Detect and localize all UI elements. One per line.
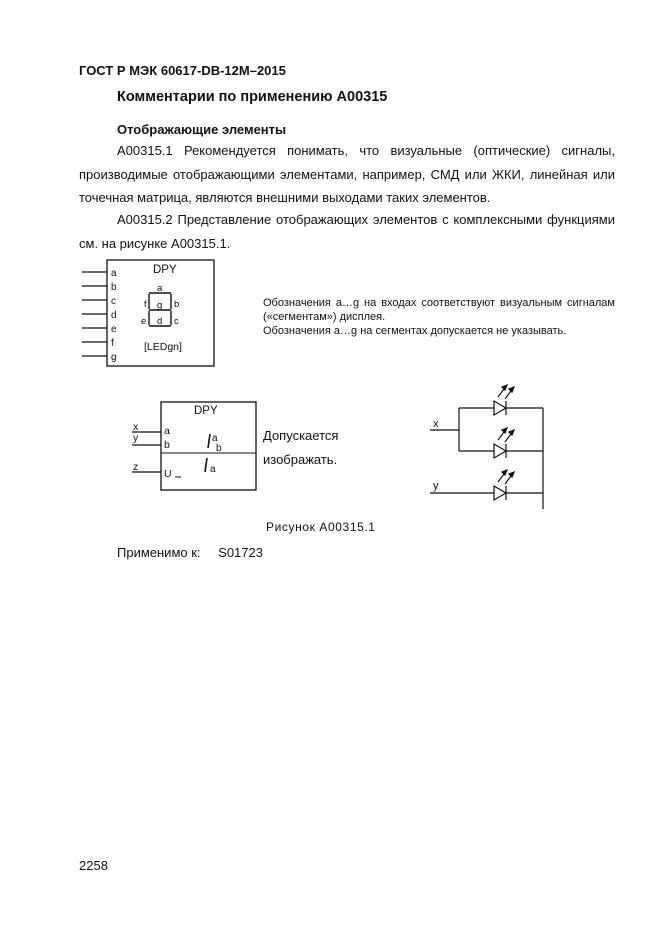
paragraph-a00315-2: А00315.2 Представление отображающих элементов с комплексными функциями см. на рисунке А00315.1. [79, 212, 615, 251]
dpy2-signal-z: z [133, 461, 139, 473]
dpy2-signal-x: x [133, 421, 139, 433]
segment-label-b: b [174, 299, 180, 310]
dpy1-input-g: g [111, 352, 117, 363]
segment-label-a: a [157, 283, 163, 294]
segment-label-g: g [157, 300, 163, 311]
dpy-seven-segment-symbol [80, 258, 220, 370]
dpy1-input-d: d [111, 310, 117, 321]
dpy2-title: DPY [194, 405, 218, 417]
dpy-reduced-symbol [128, 400, 258, 496]
dpy2-input-a: a [164, 425, 170, 437]
dpy2-signal-y: y [133, 432, 139, 444]
dpy2-segment-b: b [216, 443, 222, 454]
section-subtitle: Отображающие элементы [117, 122, 287, 137]
segment-label-e: e [141, 316, 147, 327]
dpy1-input-a: a [111, 268, 117, 279]
figure-note-line2: Обозначения a…g на сегментах допускается не указывать. [263, 325, 567, 337]
dpy1-qualifier: [LEDgn] [144, 341, 182, 353]
circuit-signal-y: y [433, 480, 439, 492]
figure-note-line1: Обозначения a…g на входах соответствуют визуальным сигналам («сегментам») дисплея. [263, 297, 615, 323]
applicability [117, 545, 263, 560]
dpy1-title: DPY [153, 264, 177, 276]
document-header: ГОСТ Р МЭК 60617-DB-12M–2015 [79, 63, 286, 78]
page-number: 2258 [79, 858, 108, 873]
allowed-line2: изображать. [263, 452, 338, 467]
dpy2-segment-a-lower: a [210, 464, 216, 475]
segment-label-c: c [174, 316, 179, 327]
dpy1-input-b: b [111, 282, 117, 293]
led-diode-icon-2 [494, 428, 514, 458]
figure-note [263, 296, 615, 338]
dpy1-input-e: e [111, 324, 117, 335]
segment-label-f: f [144, 299, 147, 310]
dpy2-segment-a-upper: a [212, 433, 218, 444]
allowed-line1: Допускается [263, 428, 339, 443]
led-circuit-diagram [428, 375, 550, 513]
figure-caption: Рисунок А00315.1 [266, 520, 376, 534]
segment-label-d: d [157, 316, 163, 327]
led-diode-icon-3 [494, 470, 514, 500]
applicability-label: Применимо к: [117, 545, 201, 560]
paragraph-a00315-1: А00315.1 Рекомендуется понимать, что визуальные (оптические) сигналы, производимые отображающими элементами, например, СМД или ЖКИ, линейная или точечная матрица, являются внешними выходами таких элементов. [79, 143, 615, 205]
dpy2-input-u: U [164, 468, 172, 480]
circuit-signal-x: x [433, 418, 439, 430]
dpy2-input-b: b [164, 439, 170, 451]
dpy1-input-c: c [111, 296, 116, 307]
allowed-note [263, 424, 338, 472]
applicability-value: S01723 [218, 545, 263, 560]
led-diode-icon-1 [494, 385, 514, 415]
section-title: Комментарии по применению А00315 [117, 89, 388, 105]
dpy1-input-f: f [111, 338, 114, 349]
